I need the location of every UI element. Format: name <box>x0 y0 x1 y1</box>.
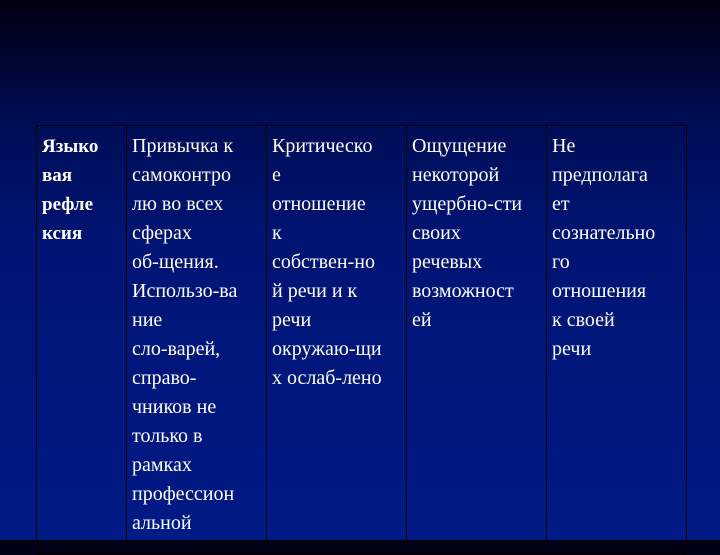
table-cell: Критическо е отношение к собствен-но й речи и к речи окружаю-щи х ослаб-лено <box>267 126 407 555</box>
row-header-cell: Языко вая рефле ксия <box>37 126 127 555</box>
table-cell: Ощущение некоторой ущербно-сти своих речевых возможност ей <box>407 126 547 555</box>
table-row <box>37 126 687 555</box>
comparison-table <box>36 125 687 555</box>
table-cell: Не предполага ет сознательно го отношения к своей речи <box>547 126 687 555</box>
table-cell: Привычка к самоконтро лю во всех сферах об-щения. Использо-ва ние сло-варей, справо- чников не только в рамках профессион альной <box>127 126 267 555</box>
